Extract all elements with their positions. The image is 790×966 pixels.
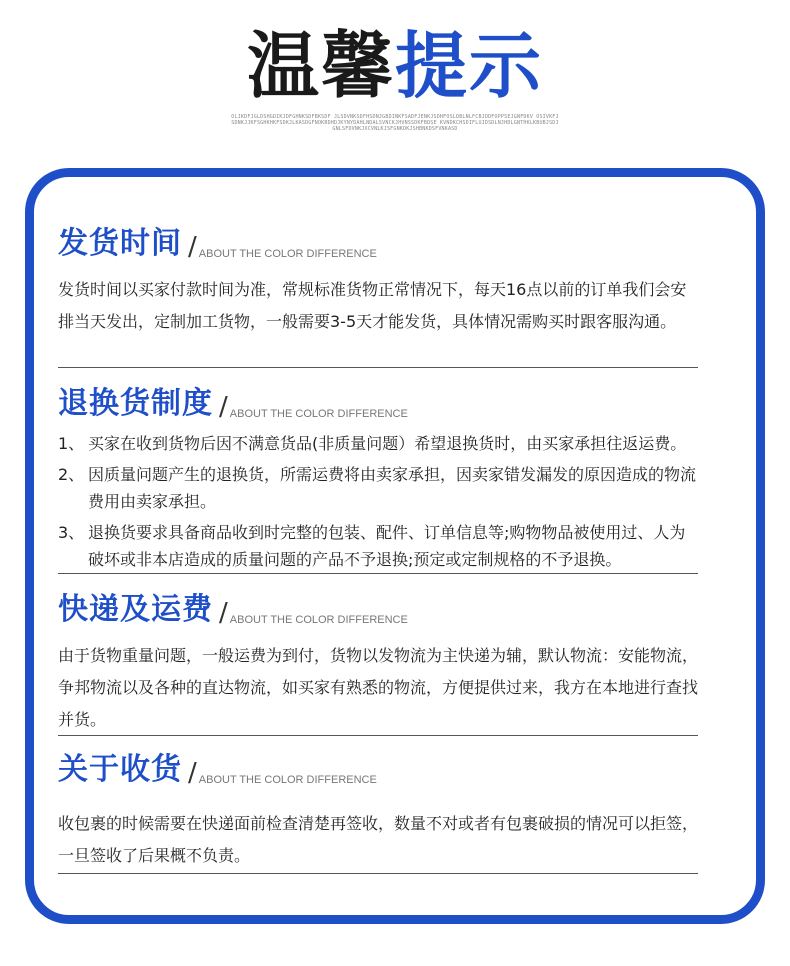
list-item [58, 430, 698, 457]
divider-slash: / [188, 758, 197, 788]
section-title: 退换货制度 [58, 386, 213, 421]
section-shipping-time [58, 222, 698, 338]
list-item [58, 519, 698, 573]
title-black-part: 温馨 [246, 24, 395, 108]
section-shipping-fees [58, 588, 698, 736]
section-divider [58, 873, 698, 874]
divider-slash: / [219, 392, 228, 422]
title-blue-part: 提示 [395, 24, 544, 108]
page-header [0, 22, 790, 132]
section-subtitle: ABOUT THE COLOR DIFFERENCE [198, 774, 377, 786]
item-text: 退换货要求具备商品收到时完整的包装、配件、订单信息等;购物物品被使用过、人为破坏或非本店造成的质量问题的产品不予退换;预定或定制规格的不予退换。 [88, 523, 686, 569]
section-receiving [58, 748, 698, 872]
item-number: 2、 [58, 465, 85, 484]
item-text: 买家在收到货物后因不满意货品(非质量问题）希望退换货时，由买家承担往返运费。 [88, 434, 687, 453]
section-title: 关于收货 [58, 752, 182, 787]
decorative-fine-text: OLJKDFJGLDSHGDIKJDFGHNKSDFBKSDF JLSDVNKSDFHSDNJGBDINKFSADFJENKJSDHFOSLDBLNLFCBJDDFOPPSEJGNFDKV OSIVKFJSDNKJJKFSGHKHKFSDKJLKASDGFNOKBDHDJKYNYDAHLNDALSVNCKJHVNSSDKFBDSE KVNDKCHSDIFLUJDSDLNJHDLGNTHKLKBUBJSDJGNLSFDVNKJXCVNLKJSFGNKDKJSHBNKDSFVNKASD [231, 114, 559, 132]
section-heading [58, 382, 698, 422]
section-divider [58, 735, 698, 736]
section-subtitle: ABOUT THE COLOR DIFFERENCE [198, 248, 377, 260]
item-number: 1、 [58, 434, 85, 453]
page-title [0, 22, 790, 110]
section-divider [58, 573, 698, 574]
item-number: 3、 [58, 523, 85, 542]
section-subtitle: ABOUT THE COLOR DIFFERENCE [229, 408, 408, 420]
section-title: 发货时间 [58, 226, 182, 261]
section-paragraph: 发货时间以买家付款时间为准，常规标准货物正常情况下，每天16点以前的订单我们会安排当天发出，定制加工货物，一般需要3-5天才能发货，具体情况需购买时跟客服沟通。 [58, 280, 687, 331]
section-paragraph: 收包裹的时候需要在快递面前检查清楚再签收，数量不对或者有包裹破损的情况可以拒签，一旦签收了后果概不负责。 [58, 814, 699, 865]
divider-slash: / [188, 232, 197, 262]
section-heading [58, 748, 698, 788]
section-subtitle: ABOUT THE COLOR DIFFERENCE [229, 614, 408, 626]
section-heading [58, 222, 698, 262]
divider-slash: / [219, 598, 228, 628]
item-text: 因质量问题产生的退换货，所需运费将由卖家承担，因卖家错发漏发的原因造成的物流费用由卖家承担。 [88, 465, 697, 511]
section-paragraph: 由于货物重量问题，一般运费为到付，货物以发物流为主快递为辅，默认物流：安能物流，争邦物流以及各种的直达物流，如买家有熟悉的物流，方便提供过来，我方在本地进行查找并货。 [58, 646, 699, 729]
section-return-policy [58, 382, 698, 577]
policy-list [58, 430, 698, 573]
list-item [58, 461, 698, 515]
section-heading [58, 588, 698, 628]
section-divider [58, 367, 698, 368]
section-title: 快递及运费 [58, 592, 213, 627]
